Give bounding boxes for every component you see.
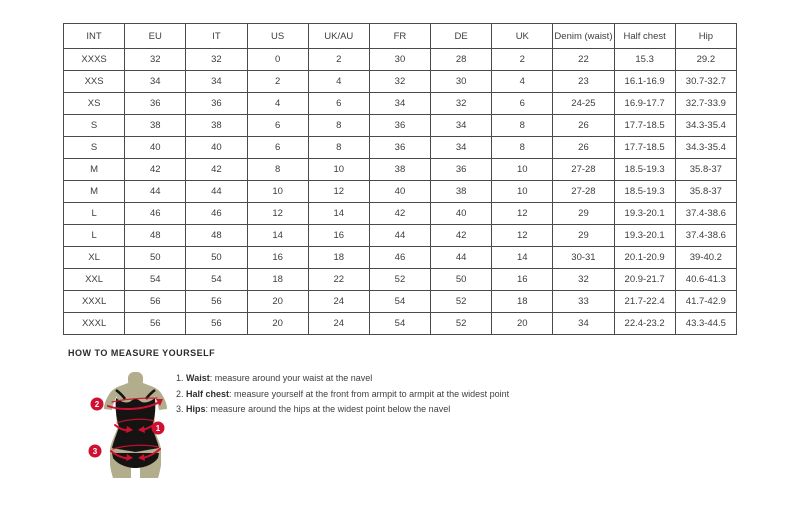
table-cell: 48 — [186, 225, 247, 247]
table-cell: 6 — [308, 93, 369, 115]
table-cell: 37.4-38.6 — [675, 203, 736, 225]
table-cell: S — [64, 115, 125, 137]
column-header: Denim (waist) — [553, 24, 614, 49]
measure-step-hips — [176, 403, 509, 419]
size-chart-body — [64, 49, 737, 335]
measure-steps-list — [176, 372, 509, 419]
table-cell: 56 — [125, 291, 186, 313]
table-cell: 50 — [431, 269, 492, 291]
table-cell: 4 — [247, 93, 308, 115]
measure-step-waist — [176, 372, 509, 388]
table-cell: 10 — [247, 181, 308, 203]
table-cell: 32 — [431, 93, 492, 115]
table-cell: 50 — [125, 247, 186, 269]
table-cell: 27-28 — [553, 159, 614, 181]
table-cell: 2 — [308, 49, 369, 71]
table-cell: 52 — [369, 269, 430, 291]
table-cell: 34.3-35.4 — [675, 137, 736, 159]
table-cell: 52 — [431, 313, 492, 335]
table-cell: 20.1-20.9 — [614, 247, 675, 269]
table-cell: 8 — [492, 137, 553, 159]
table-cell: 38 — [125, 115, 186, 137]
table-cell: 34 — [186, 71, 247, 93]
table-cell: 34 — [369, 93, 430, 115]
table-cell: 40 — [431, 203, 492, 225]
table-row — [64, 247, 737, 269]
table-cell: 17.7-18.5 — [614, 115, 675, 137]
table-row — [64, 269, 737, 291]
table-cell: 30 — [431, 71, 492, 93]
step-number: 1. — [176, 373, 184, 383]
step-text: : measure around your waist at the navel — [209, 373, 373, 383]
table-cell: 23 — [553, 71, 614, 93]
table-cell: L — [64, 203, 125, 225]
table-row — [64, 291, 737, 313]
table-row — [64, 115, 737, 137]
table-cell: 35.8-37 — [675, 159, 736, 181]
column-header: FR — [369, 24, 430, 49]
table-cell: 44 — [369, 225, 430, 247]
table-row — [64, 203, 737, 225]
table-cell: 52 — [431, 291, 492, 313]
table-cell: 20 — [247, 291, 308, 313]
table-cell: 12 — [492, 225, 553, 247]
table-cell: 44 — [125, 181, 186, 203]
column-header: DE — [431, 24, 492, 49]
table-cell: 34 — [431, 137, 492, 159]
table-cell: XL — [64, 247, 125, 269]
step-text: : measure yourself at the front from armpit to armpit at the widest point — [229, 388, 510, 399]
table-cell: 38 — [369, 159, 430, 181]
table-cell: 29 — [553, 203, 614, 225]
table-cell: 26 — [553, 137, 614, 159]
table-cell: 12 — [492, 203, 553, 225]
table-cell: L — [64, 225, 125, 247]
table-cell: 30 — [369, 49, 430, 71]
table-cell: 29 — [553, 225, 614, 247]
table-cell: 32 — [186, 49, 247, 71]
table-cell: 30-31 — [553, 247, 614, 269]
table-cell: XXXL — [64, 291, 125, 313]
table-cell: 4 — [308, 71, 369, 93]
table-cell: 0 — [247, 49, 308, 71]
table-cell: 19.3-20.1 — [614, 203, 675, 225]
table-cell: 36 — [431, 159, 492, 181]
table-cell: 22.4-23.2 — [614, 313, 675, 335]
step-label: Half chest — [186, 388, 230, 399]
table-cell: 36 — [186, 93, 247, 115]
table-cell: 40 — [186, 137, 247, 159]
table-cell: 34 — [553, 313, 614, 335]
table-cell: 18 — [308, 247, 369, 269]
badge-hips — [89, 445, 102, 458]
table-cell: 46 — [186, 203, 247, 225]
table-cell: 8 — [492, 115, 553, 137]
table-cell: 30.7-32.7 — [675, 71, 736, 93]
table-cell: 18 — [492, 291, 553, 313]
table-cell: 56 — [186, 291, 247, 313]
table-cell: 28 — [431, 49, 492, 71]
table-cell: 32 — [369, 71, 430, 93]
table-cell: 18.5-19.3 — [614, 181, 675, 203]
measure-section-title: HOW TO MEASURE YOURSELF — [68, 348, 216, 358]
table-cell: 36 — [125, 93, 186, 115]
table-cell: 20 — [247, 313, 308, 335]
table-cell: 8 — [247, 159, 308, 181]
table-cell: 40 — [369, 181, 430, 203]
table-cell: 34.3-35.4 — [675, 115, 736, 137]
badge-hips-number: 3 — [92, 447, 98, 456]
measure-step-half-chest — [176, 388, 509, 404]
table-cell: 22 — [308, 269, 369, 291]
table-cell: 32.7-33.9 — [675, 93, 736, 115]
step-label: Waist — [186, 373, 210, 383]
table-cell: 24 — [308, 313, 369, 335]
table-cell: 42 — [431, 225, 492, 247]
table-cell: 15.3 — [614, 49, 675, 71]
table-row — [64, 71, 737, 93]
table-cell: 2 — [492, 49, 553, 71]
table-cell: 50 — [186, 247, 247, 269]
column-header: EU — [125, 24, 186, 49]
table-cell: 44 — [431, 247, 492, 269]
table-cell: 21.7-22.4 — [614, 291, 675, 313]
table-cell: M — [64, 181, 125, 203]
table-cell: 42 — [186, 159, 247, 181]
table-cell: 10 — [492, 181, 553, 203]
mannequin-illustration — [85, 369, 187, 485]
table-cell: 16.1-16.9 — [614, 71, 675, 93]
table-cell: 24-25 — [553, 93, 614, 115]
table-cell: 40.6-41.3 — [675, 269, 736, 291]
table-cell: 14 — [247, 225, 308, 247]
badge-waist-number: 1 — [155, 424, 161, 433]
size-chart-table — [63, 23, 737, 335]
table-cell: 6 — [247, 137, 308, 159]
table-cell: 46 — [369, 247, 430, 269]
table-cell: 17.7-18.5 — [614, 137, 675, 159]
size-chart-header — [64, 24, 737, 49]
table-cell: 38 — [186, 115, 247, 137]
table-cell: 26 — [553, 115, 614, 137]
table-cell: 6 — [247, 115, 308, 137]
table-cell: XS — [64, 93, 125, 115]
column-header: UK/AU — [308, 24, 369, 49]
table-cell: 16.9-17.7 — [614, 93, 675, 115]
badge-half-chest-number: 2 — [94, 400, 100, 409]
table-cell: XXS — [64, 71, 125, 93]
table-cell: 36 — [369, 115, 430, 137]
table-cell: 41.7-42.9 — [675, 291, 736, 313]
column-header: Half chest — [614, 24, 675, 49]
table-cell: 38 — [431, 181, 492, 203]
table-cell: 19.3-20.1 — [614, 225, 675, 247]
table-cell: 32 — [125, 49, 186, 71]
table-cell: 8 — [308, 137, 369, 159]
step-number: 2. — [176, 388, 184, 399]
table-cell: 44 — [186, 181, 247, 203]
table-cell: XXXS — [64, 49, 125, 71]
table-cell: 20 — [492, 313, 553, 335]
table-row — [64, 181, 737, 203]
step-label: Hips — [186, 404, 206, 414]
table-cell: 37.4-38.6 — [675, 225, 736, 247]
step-number: 3. — [176, 404, 184, 414]
table-cell: 24 — [308, 291, 369, 313]
table-cell: 8 — [308, 115, 369, 137]
column-header: IT — [186, 24, 247, 49]
badge-half-chest — [91, 398, 104, 411]
table-cell: 10 — [492, 159, 553, 181]
table-cell: 54 — [186, 269, 247, 291]
step-text: : measure around the hips at the widest point below the navel — [205, 404, 451, 414]
table-cell: 6 — [492, 93, 553, 115]
table-cell: 56 — [125, 313, 186, 335]
header-row — [64, 24, 737, 49]
table-cell: 18.5-19.3 — [614, 159, 675, 181]
table-cell: 18 — [247, 269, 308, 291]
measurement-figure — [85, 369, 187, 485]
table-cell: 27-28 — [553, 181, 614, 203]
table-cell: 10 — [308, 159, 369, 181]
table-row — [64, 93, 737, 115]
table-cell: 39-40.2 — [675, 247, 736, 269]
table-row — [64, 49, 737, 71]
table-cell: 12 — [308, 181, 369, 203]
table-cell: 42 — [369, 203, 430, 225]
table-cell: XXL — [64, 269, 125, 291]
table-cell: 43.3-44.5 — [675, 313, 736, 335]
table-cell: 14 — [492, 247, 553, 269]
table-cell: 32 — [553, 269, 614, 291]
table-row — [64, 225, 737, 247]
table-cell: 34 — [431, 115, 492, 137]
table-row — [64, 159, 737, 181]
table-cell: S — [64, 137, 125, 159]
table-cell: 16 — [492, 269, 553, 291]
table-cell: 2 — [247, 71, 308, 93]
table-cell: 33 — [553, 291, 614, 313]
table-cell: 48 — [125, 225, 186, 247]
table-cell: 54 — [369, 291, 430, 313]
table-cell: 16 — [308, 225, 369, 247]
table-cell: 56 — [186, 313, 247, 335]
table-cell: 35.8-37 — [675, 181, 736, 203]
table-cell: 54 — [125, 269, 186, 291]
table-cell: 22 — [553, 49, 614, 71]
table-cell: XXXL — [64, 313, 125, 335]
table-row — [64, 137, 737, 159]
table-cell: 54 — [369, 313, 430, 335]
column-header: INT — [64, 24, 125, 49]
table-cell: 20.9-21.7 — [614, 269, 675, 291]
table-cell: 34 — [125, 71, 186, 93]
table-cell: 4 — [492, 71, 553, 93]
table-cell: 16 — [247, 247, 308, 269]
column-header: Hip — [675, 24, 736, 49]
table-cell: M — [64, 159, 125, 181]
table-cell: 40 — [125, 137, 186, 159]
column-header: UK — [492, 24, 553, 49]
table-cell: 14 — [308, 203, 369, 225]
table-cell: 12 — [247, 203, 308, 225]
table-cell: 42 — [125, 159, 186, 181]
badge-waist — [152, 422, 165, 435]
table-cell: 29.2 — [675, 49, 736, 71]
table-row — [64, 313, 737, 335]
column-header: US — [247, 24, 308, 49]
table-cell: 36 — [369, 137, 430, 159]
table-cell: 46 — [125, 203, 186, 225]
